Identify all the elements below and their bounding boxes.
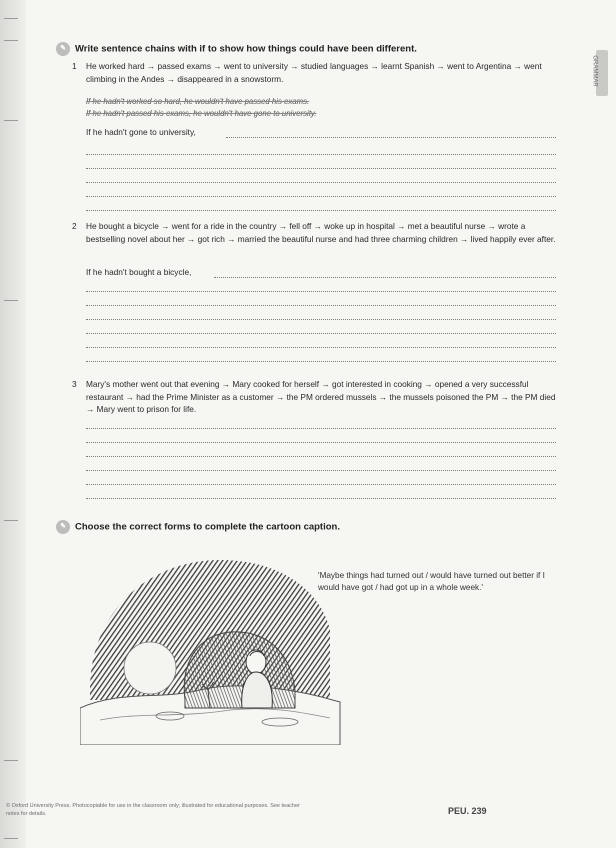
exercise-number-badge: ✎ [56, 42, 70, 56]
section-side-tab [591, 50, 608, 96]
item-number: 3 [72, 379, 77, 389]
footer-copyright-note: © Oxford University Press. Photocopiable for use in the classroom only; illustrated for educational purposes. See teacher notes for details. [6, 803, 300, 817]
cartoon-illustration [80, 540, 350, 745]
exercise-number-badge: ✎ [56, 520, 70, 534]
answer-line[interactable] [86, 168, 556, 169]
answer-line[interactable] [86, 442, 556, 443]
example-line-2: If he hadn't passed his exams, he wouldn't have gone to university. [86, 109, 317, 118]
answer-line[interactable] [86, 456, 556, 457]
exercise-item-1 [72, 60, 556, 85]
answer-line[interactable] [86, 347, 556, 348]
answer-line[interactable] [86, 196, 556, 197]
example-line-1: If he hadn't worked so hard, he wouldn't have passed his exams. [86, 97, 310, 106]
side-tab-label: GRAMMAR [591, 55, 598, 87]
exercise1-heading [56, 42, 417, 56]
exercise2-heading [56, 520, 340, 534]
cartoon-caption: 'Maybe things had turned out / would have turned out better if I would have got / had got up in a whole week.' [318, 571, 545, 592]
page-number: PEU. 239 [448, 806, 487, 816]
exercise1-heading-text: Write sentence chains with if to show how things could have been different. [75, 43, 417, 55]
item-text: He bought a bicycle → went for a ride in the country → fell off → woke up in hospital → met a beautiful nurse → wrote a bestselling novel about her → got rich → married the beautiful nurse and had three charming children → lived happily ever after. [86, 221, 556, 244]
answer-line[interactable] [86, 305, 556, 306]
answer-line[interactable] [86, 484, 556, 485]
answer-line[interactable] [86, 498, 556, 499]
exercise-item-2 [72, 220, 556, 245]
answer-line[interactable] [214, 277, 556, 278]
item-text: He worked hard → passed exams → went to university → studied languages → learnt Spanish → went to Argentina → went climbing in the Andes → disappeared in a snowstorm. [86, 61, 542, 84]
item-text: Mary's mother went out that evening → Mary cooked for herself → got interested in cooking → opened a very successful restaurant → had the Prime Minister as a customer → the PM ordered mussels → the mussels poisoned the PM → the PM died → Mary went to prison for life. [86, 379, 556, 414]
item-number: 1 [72, 61, 77, 71]
answer-line[interactable] [86, 333, 556, 334]
cartoon-drawing [80, 540, 350, 745]
answer-line[interactable] [86, 428, 556, 429]
exercise2-heading-text: Choose the correct forms to complete the cartoon caption. [75, 521, 340, 533]
scanned-page-edge [0, 0, 26, 848]
answer-line[interactable] [86, 319, 556, 320]
answer-line[interactable] [86, 470, 556, 471]
answer-line[interactable] [86, 154, 556, 155]
answer-line[interactable] [86, 291, 556, 292]
sentence-starter-2: If he hadn't bought a bicycle, [86, 267, 192, 277]
item-number: 2 [72, 221, 77, 231]
answer-line[interactable] [86, 210, 556, 211]
answer-line[interactable] [226, 137, 556, 138]
answer-line[interactable] [86, 182, 556, 183]
exercise-item-3 [72, 378, 556, 416]
answer-line[interactable] [86, 361, 556, 362]
sentence-starter-1: If he hadn't gone to university, [86, 127, 196, 137]
